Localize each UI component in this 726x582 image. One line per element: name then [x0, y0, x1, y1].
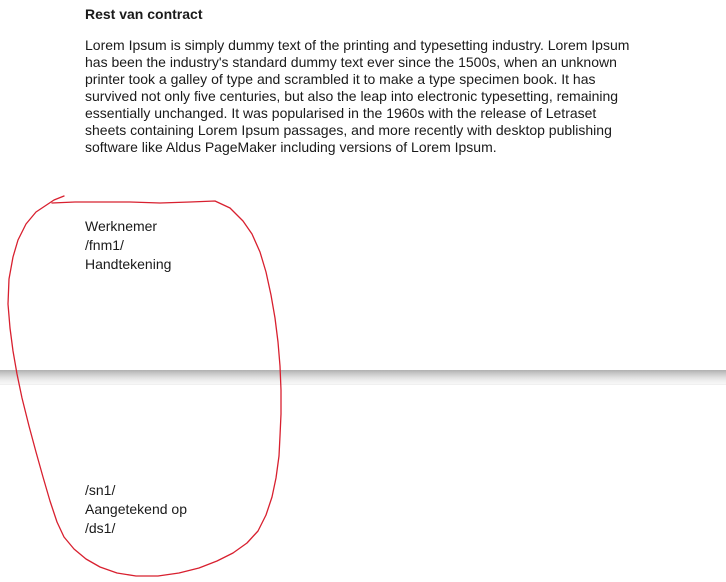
signature-placeholder-fnm1: /fnm1/ [85, 237, 124, 253]
paragraph-line: sheets containing Lorem Ipsum passages, and more recently with desktop publishing [85, 122, 612, 138]
signature-placeholder-ds1: /ds1/ [85, 520, 116, 536]
paragraph-line: essentially unchanged. It was popularised in the 1960s with the release of Letraset [85, 105, 597, 121]
signature-line-aangetekend-op: Aangetekend op [85, 501, 187, 517]
signature-line-handtekening: Handtekening [85, 256, 172, 272]
paragraph-line: has been the industry's standard dummy text ever since the 1500s, when an unknown [85, 54, 617, 70]
signature-placeholder-sn1: /sn1/ [85, 482, 116, 498]
signature-block-bottom [85, 481, 187, 538]
page-break-divider [0, 370, 726, 385]
paragraph-line: Lorem Ipsum is simply dummy text of the printing and typesetting industry. Lorem Ipsum [85, 37, 630, 53]
paragraph-line: software like Aldus PageMaker including versions of Lorem Ipsum. [85, 139, 497, 155]
body-paragraph [85, 37, 629, 156]
signature-line-werknemer: Werknemer [85, 218, 158, 234]
document-heading: Rest van contract [85, 6, 203, 22]
paragraph-line: printer took a galley of type and scrambled it to make a type specimen book. It has [85, 71, 596, 87]
signature-block-top [85, 217, 171, 274]
paragraph-line: survived not only five centuries, but also the leap into electronic typesetting, remaining [85, 88, 619, 104]
